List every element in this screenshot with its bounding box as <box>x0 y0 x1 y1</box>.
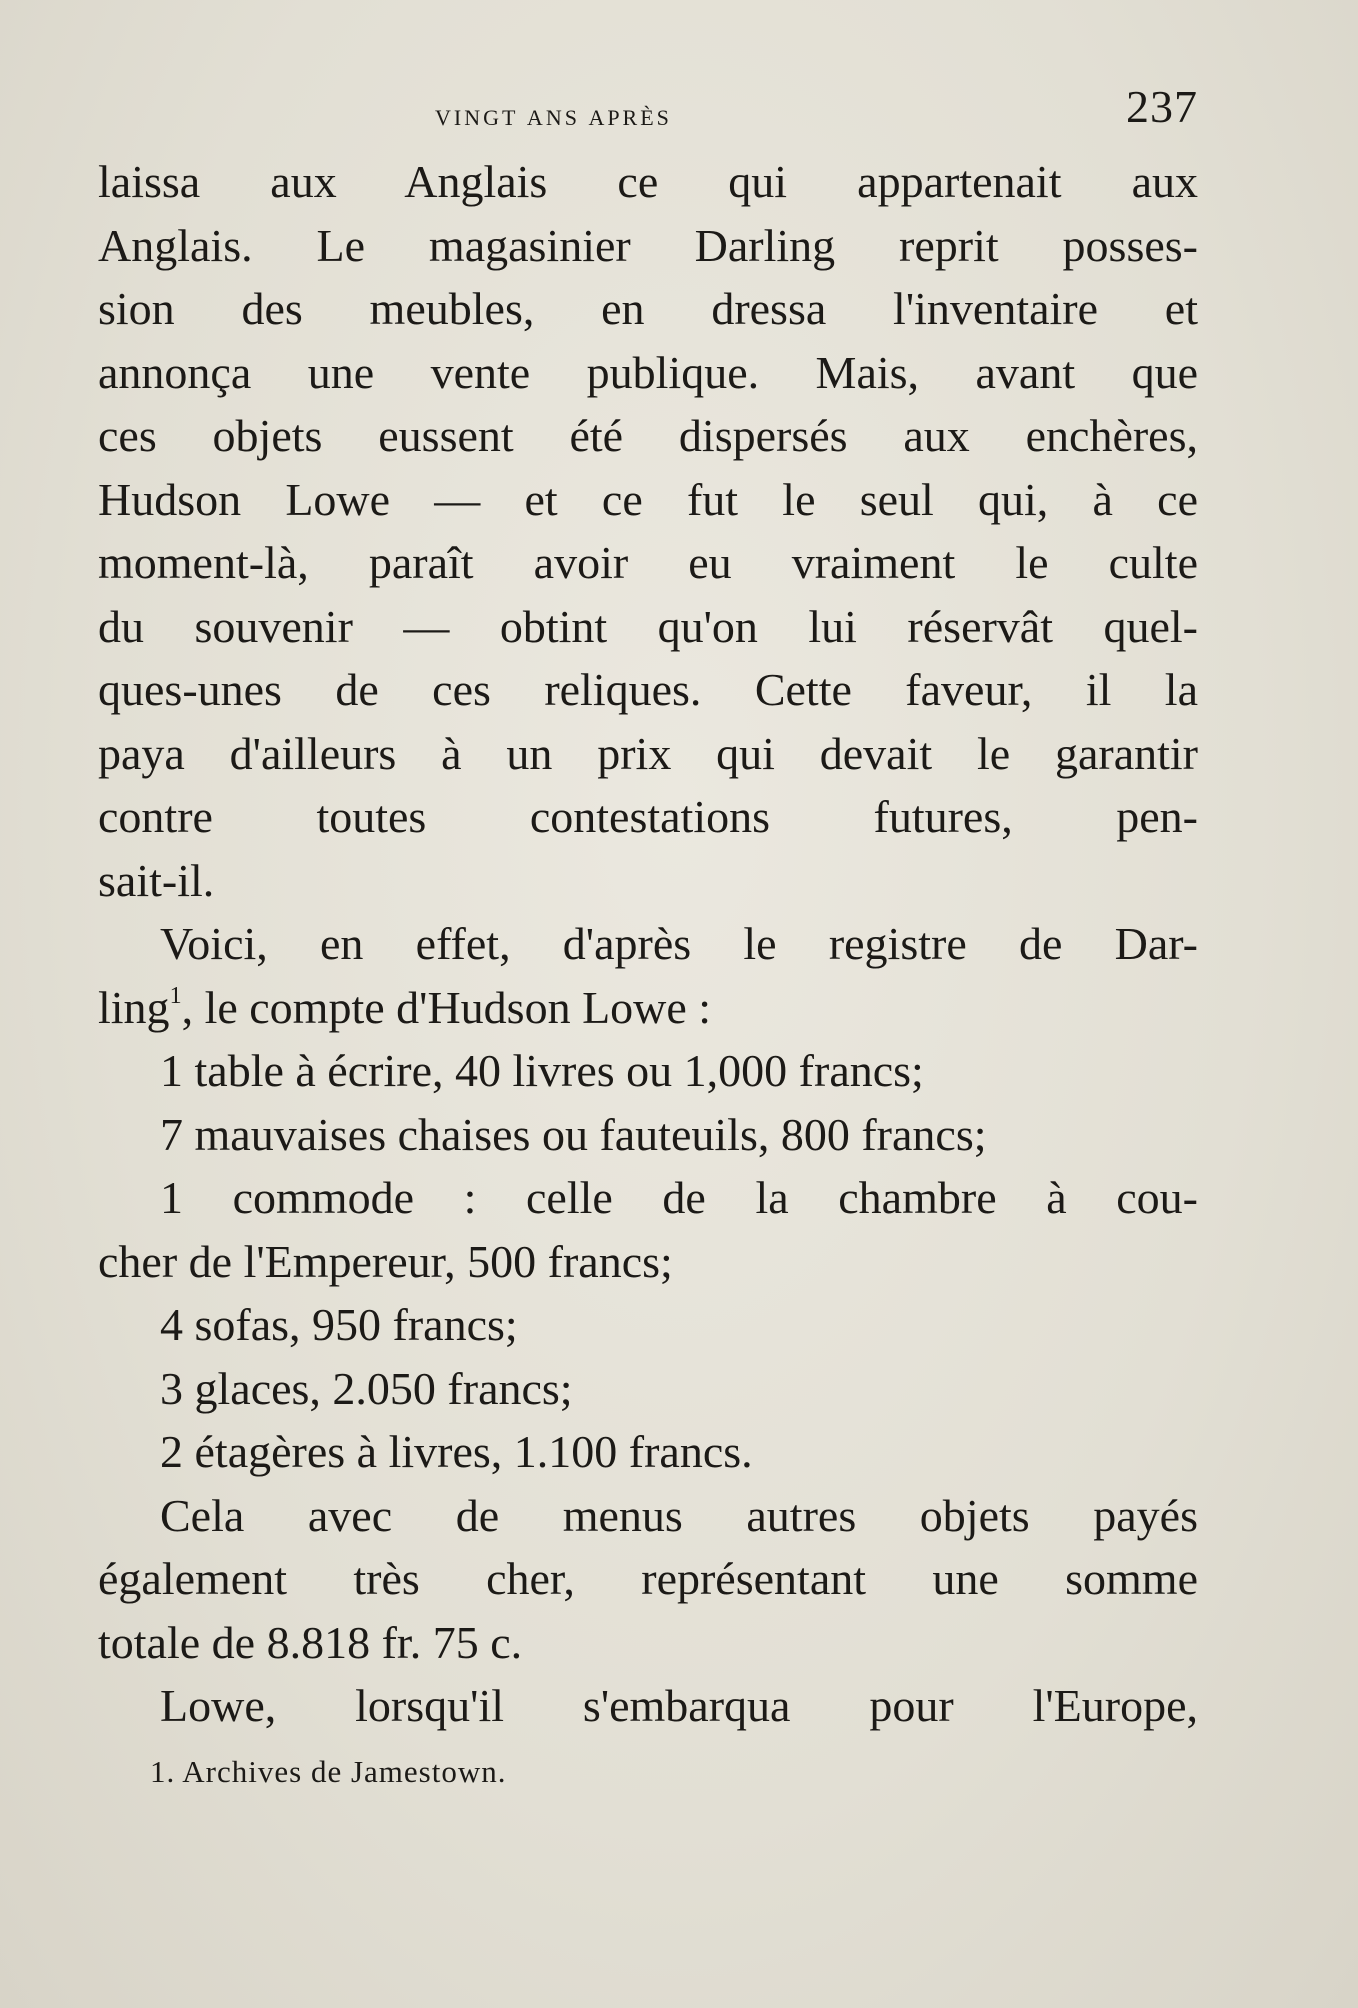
footnote-marker: 1 <box>169 982 182 1009</box>
text-line: Hudson Lowe — et ce fut le seul qui, à ce <box>98 473 1198 525</box>
text-fragment: ling <box>98 981 170 1033</box>
text-line: du souvenir — obtint qu'on lui réservât quel- <box>98 600 1198 652</box>
text-line: ces objets eussent été dispersés aux enchères, <box>98 410 1198 461</box>
text-line: moment-là, paraît avoir eu vraiment le culte <box>98 537 1198 588</box>
inventory-item: 4 sofas, 950 francs; <box>160 1299 518 1350</box>
text-line: laissa aux Anglais ce qui appartenait aux <box>98 156 1198 207</box>
text-line: sion des meubles, en dressa l'inventaire et <box>98 283 1198 334</box>
inventory-item: 1 commode : celle de la chambre à cou- <box>160 1172 1198 1223</box>
text-line: totale de 8.818 fr. 75 c. <box>98 1616 523 1668</box>
inventory-item: 2 étagères à livres, 1.100 francs. <box>160 1426 753 1477</box>
text-line: Anglais. Le magasinier Darling reprit posses- <box>98 219 1198 271</box>
body-text <box>98 150 1198 1738</box>
text-fragment: , le compte d'Hudson Lowe : <box>181 981 712 1033</box>
text-line: ques-unes de ces reliques. Cette faveur, il la <box>98 664 1198 715</box>
text-line <box>98 976 1198 1040</box>
text-line: également très cher, représentant une somme <box>98 1553 1198 1604</box>
text-line: Voici, en effet, d'après le registre de Dar- <box>160 918 1198 969</box>
inventory-item-continued: cher de l'Empereur, 500 francs; <box>98 1235 673 1287</box>
inventory-item: 3 glaces, 2.050 francs; <box>160 1362 573 1414</box>
text-line: Lowe, lorsqu'il s'embarqua pour l'Europe, <box>160 1680 1198 1731</box>
inventory-item: 7 mauvaises chaises ou fauteuils, 800 francs; <box>160 1108 987 1160</box>
page-number: 237 <box>1126 81 1198 132</box>
text-line: sait-il. <box>98 854 215 906</box>
text-line: contre toutes contestations futures, pen- <box>98 791 1198 842</box>
text-line: Cela avec de menus autres objets payés <box>160 1489 1198 1541</box>
running-head <box>98 80 1198 150</box>
book-page <box>98 80 1198 1790</box>
running-title: vingt ans après <box>435 96 672 132</box>
text-line: paya d'ailleurs à un prix qui devait le garantir <box>98 727 1198 779</box>
inventory-item: 1 table à écrire, 40 livres ou 1,000 francs; <box>160 1045 924 1096</box>
text-line: annonça une vente publique. Mais, avant que <box>98 346 1198 398</box>
footnote: 1. Archives de Jamestown. <box>150 1753 507 1789</box>
